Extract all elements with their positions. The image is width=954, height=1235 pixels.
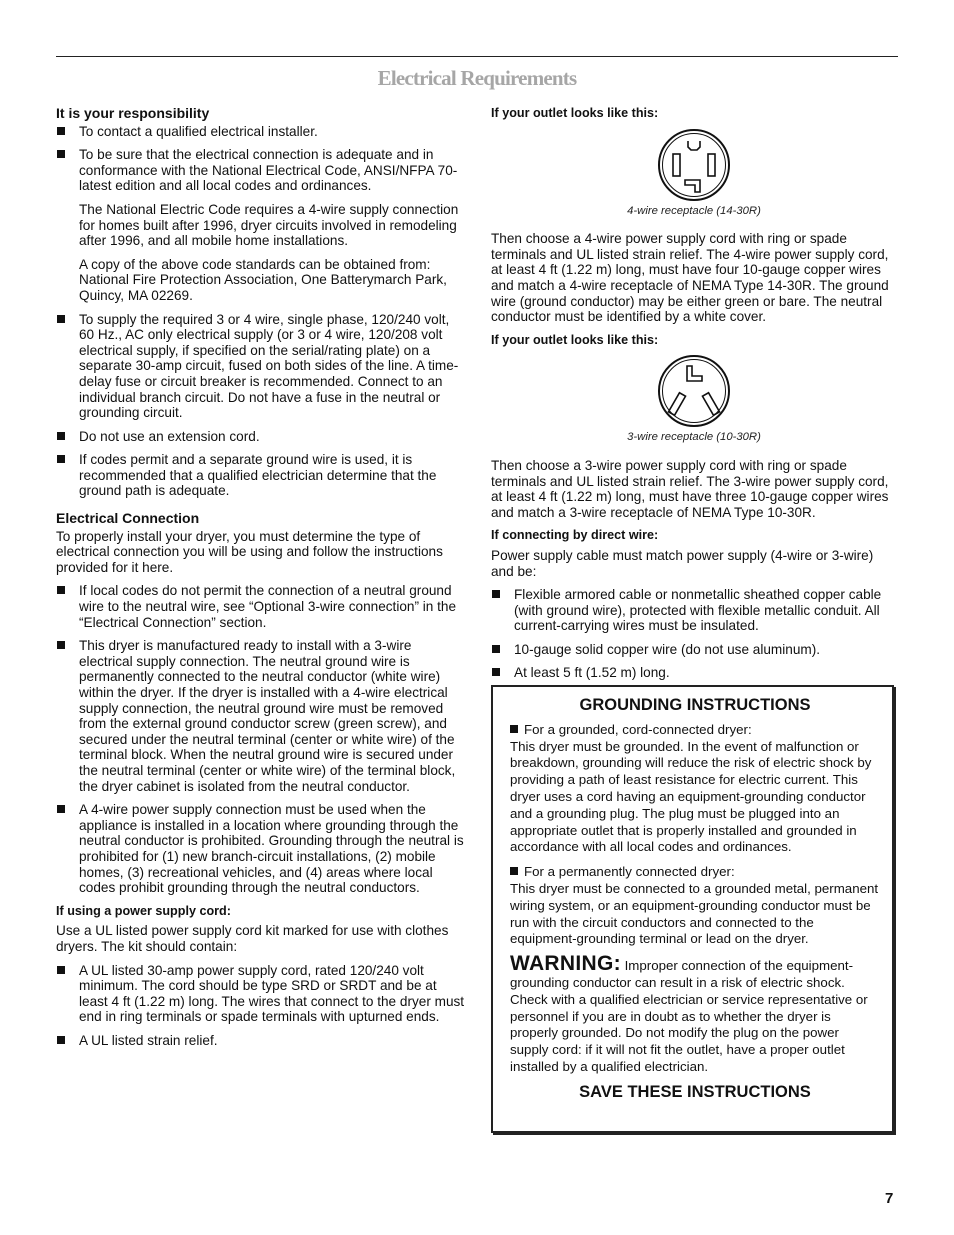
responsibility-list bbox=[56, 124, 466, 499]
receptacle-3wire-icon bbox=[656, 354, 732, 428]
list-item: A UL listed 30-amp power supply cord, rated 120/240 volt minimum. The cord should be type SRD or SRDT and be at least 4 ft (1.22 m) long. The wires that connect to the dryer must end in ring terminals or spade terminals with upturned ends. bbox=[56, 963, 466, 1025]
code-standards-address: A copy of the above code standards can be obtained from: National Fire Protection Association, One Batterymarch Park, Quincy, MA 02269. bbox=[79, 256, 447, 303]
grounding-title: GROUNDING INSTRUCTIONS bbox=[579, 696, 811, 714]
warning-text: Improper connection of the equipment-grounding conductor can result in a risk of electric shock. Check with a qualified electrician or service representative or personnel if you are in doubt as to whether the dryer is properly grounded. Do not modify the plug on the power supply cord: if it will not fit the outlet, have a proper outlet installed by a qualified electrician. bbox=[510, 958, 868, 1074]
cord-connected-text: This dryer must be grounded. In the event of malfunction or breakdown, grounding will reduce the risk of electric shock by providing a path of least resistance for electric current. This dryer uses a cord having an equipment-grounding conductor and a grounding plug. The plug must be plugged into an appropriate outlet that is properly installed and grounded in accordance with all local codes and ordinances. bbox=[510, 738, 872, 855]
left-column bbox=[56, 106, 466, 1056]
list-item: Do not use an extension cord. bbox=[56, 429, 466, 445]
bullet-square-icon bbox=[57, 127, 65, 135]
list-item: If local codes do not permit the connection of a neutral ground wire to the neutral wire, see “Optional 3-wire connection” in the “Electrical Connection” section. bbox=[56, 583, 466, 630]
warning-label: WARNING: bbox=[510, 952, 621, 976]
electrical-connection-intro: To properly install your dryer, you must determine the type of electrical connection you will be using and follow the instructions provided for it here. bbox=[56, 528, 443, 575]
list-item: To supply the required 3 or 4 wire, single phase, 120/240 volt, 60 Hz., AC only electrical supply (or 3 or 4 wire, 120/208 volt electrical supply, if specified on the serial/rating plate) on a separate 30-amp circuit, fused on both sides of the line. A time-delay fuse or circuit breaker is recommended. Connect to an individual branch circuit. Do not have a fuse in the neutral or grounding circuit. bbox=[56, 312, 466, 421]
cord-connected-lead: For a grounded, cord-connected dryer: bbox=[524, 721, 752, 737]
bullet-square-icon bbox=[510, 725, 518, 733]
list-item: A UL listed strain relief. bbox=[56, 1033, 466, 1049]
outlet-3wire-heading: If your outlet looks like this: bbox=[491, 332, 659, 347]
receptacle-3wire-figure bbox=[491, 354, 897, 428]
bullet-square-icon bbox=[57, 150, 65, 158]
responsibility-heading: It is your responsibility bbox=[56, 105, 210, 121]
electrical-connection-heading: Electrical Connection bbox=[56, 510, 200, 527]
receptacle-4wire-caption: 4-wire receptacle (14-30R) bbox=[627, 204, 761, 217]
right-column bbox=[491, 106, 897, 689]
list-item: 10-gauge solid copper wire (do not use aluminum). bbox=[491, 642, 897, 658]
outlet-4wire-text: Then choose a 4-wire power supply cord with ring or spade terminals and UL listed strain relief. The 4-wire power supply cord, at least 4 ft (1.22 m) long, must have four 10-gauge copper wires and match a 4-wire receptacle of NEMA Type 14-30R. The ground wire (ground conductor) may be either green or bare. The neutral conductor must be identified by a white cover. bbox=[491, 231, 889, 325]
page-title: Electrical Requirements bbox=[377, 66, 577, 90]
electrical-connection-list bbox=[56, 583, 466, 895]
bullet-square-icon bbox=[492, 590, 500, 598]
list-item: At least 5 ft (1.52 m) long. bbox=[491, 665, 897, 681]
power-cord-list bbox=[56, 963, 466, 1049]
list-item: A 4-wire power supply connection must be used when the appliance is installed in a location where grounding through the neutral conductor is prohibited. Grounding through the neutral is prohibited for (1) new branch-circuit installations, (2) mobile homes, (3) recreational vehicles, and (4) areas where local codes prohibit grounding through the neutral conductors. bbox=[56, 802, 466, 896]
power-cord-heading: If using a power supply cord: bbox=[56, 903, 231, 918]
save-instructions-footer: SAVE THESE INSTRUCTIONS bbox=[579, 1082, 811, 1101]
direct-wire-heading: If connecting by direct wire: bbox=[491, 528, 659, 543]
permanent-connection-text: This dryer must be connected to a grounded metal, permanent wiring system, or an equipment-grounding conductor must be run with the circuit conductors and connected to the equipment-grounding terminal or lead on the dryer. bbox=[510, 880, 879, 947]
grounding-instructions-box bbox=[491, 685, 894, 1133]
bullet-square-icon bbox=[492, 645, 500, 653]
bullet-square-icon bbox=[57, 805, 65, 813]
bullet-square-icon bbox=[57, 586, 65, 594]
outlet-4wire-heading: If your outlet looks like this: bbox=[491, 106, 659, 120]
bullet-square-icon bbox=[57, 966, 65, 974]
list-item: If codes permit and a separate ground wire is used, it is recommended that a qualified electrician determine that the ground path is adequate. bbox=[56, 452, 466, 499]
cord-connected-paragraph bbox=[510, 722, 880, 856]
bullet-square-icon bbox=[57, 315, 65, 323]
list-item: To contact a qualified electrical installer. bbox=[56, 124, 466, 140]
outlet-3wire-text: Then choose a 3-wire power supply cord with ring or spade terminals and UL listed strain relief. The 3-wire power supply cord, at least 4 ft (1.22 m) long, must have three 10-gauge copper wires and match a 3-wire receptacle of NEMA Type 10-30R. bbox=[491, 457, 889, 520]
list-item: Flexible armored cable or nonmetallic sheathed copper cable (with ground wire), protected with flexible metallic conduit. All current-carrying wires must be insulated. bbox=[491, 587, 897, 634]
list-item: To be sure that the electrical connection is adequate and in conformance with the National Electrical Code, ANSI/NFPA 70-latest edition and all local codes and ordinances. The National Electric Code requires a 4-wire supply connection for homes built after 1996, dryer circuits involved in remodeling after 1996, and all mobile home installations. A copy of the above code standards can be obtained from: National Fire Protection Association, One Batterymarch Park, Quincy, MA 02269. bbox=[56, 147, 466, 303]
receptacle-4wire-figure bbox=[491, 128, 897, 202]
bullet-square-icon bbox=[57, 432, 65, 440]
bullet-square-icon bbox=[57, 641, 65, 649]
receptacle-4wire-icon bbox=[656, 128, 732, 202]
direct-wire-intro: Power supply cable must match power supply (4-wire or 3-wire) and be: bbox=[491, 547, 874, 579]
permanent-connection-lead: For a permanently connected dryer: bbox=[524, 864, 735, 880]
list-item: This dryer is manufactured ready to install with a 3-wire electrical supply connection. The neutral ground wire is permanently connected to the neutral conductor (white wire) within the dryer. If the dryer is installed with a 4-wire electrical supply connection, the neutral ground wire must be removed from the external ground conductor screw (green screw), and secured under the neutral terminal (center or white wire) of the terminal block. When the neutral ground wire is secured under the neutral terminal (center or white wire) of the terminal block, the dryer cabinet is isolated from the neutral conductor. bbox=[56, 638, 466, 794]
top-rule bbox=[56, 56, 898, 57]
receptacle-3wire-caption: 3-wire receptacle (10-30R) bbox=[627, 431, 761, 444]
warning-paragraph bbox=[510, 952, 880, 1076]
nec-requirement-text: The National Electric Code requires a 4-wire supply connection for homes built after 1996, dryer circuits involved in remodeling after 1996, and all mobile home installations. bbox=[79, 201, 459, 249]
direct-wire-list bbox=[491, 587, 897, 681]
page-number: 7 bbox=[885, 1190, 894, 1207]
bullet-square-icon bbox=[57, 455, 65, 463]
bullet-square-icon bbox=[510, 867, 518, 875]
bullet-square-icon bbox=[57, 1036, 65, 1044]
permanent-connection-paragraph bbox=[510, 864, 880, 948]
power-cord-intro: Use a UL listed power supply cord kit marked for use with clothes dryers. The kit should contain: bbox=[56, 923, 449, 954]
bullet-square-icon bbox=[492, 668, 500, 676]
